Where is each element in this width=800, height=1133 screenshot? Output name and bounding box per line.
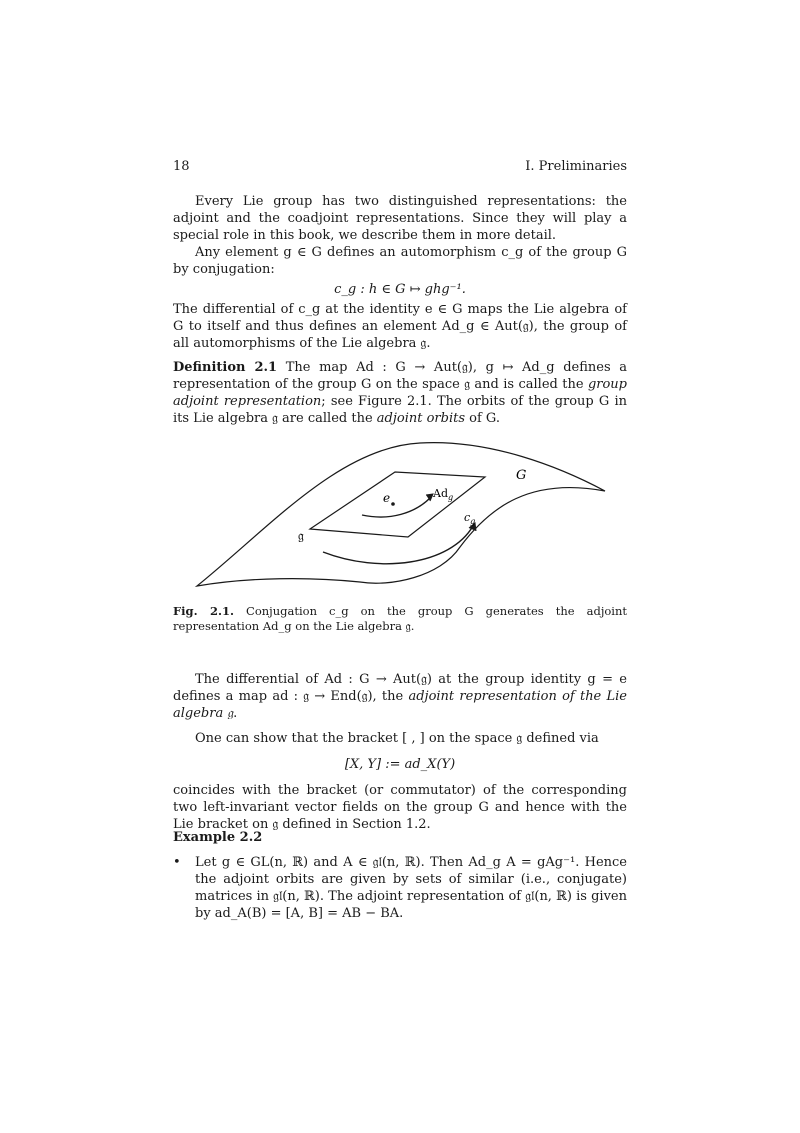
paragraph-differential-ad-b: . xyxy=(233,706,238,721)
definition-2-1 xyxy=(173,359,627,427)
running-title: I. Preliminaries xyxy=(525,159,627,174)
definition-label: Definition 2.1 xyxy=(173,360,278,375)
definition-term-adjoint-orbits: adjoint orbits xyxy=(376,411,466,426)
definition-text-c: of G. xyxy=(465,411,500,426)
paragraph-intro: Every Lie group has two distinguished representations: the adjoint and the coadjoint representations. Since they will play a special role in this book, we describe them in more detail. xyxy=(173,194,627,243)
paragraph-commutator: coincides with the bracket (or commutator) of the corresponding two left-invariant vector fields on the group G and hence with the Lie bracket on 𝔤 defined in Section 1.2. xyxy=(173,783,627,832)
identity-point xyxy=(391,502,395,506)
paragraph-conjugation: Any element g ∈ G defines an automorphism c_g of the group G by conjugation: xyxy=(173,245,627,277)
example-label: Example 2.2 xyxy=(173,830,263,845)
paragraph-differential-ad-a: The differential of Ad : G → Aut(𝔤) at the group identity g = e defines a map ad : 𝔤 → End(𝔤), the xyxy=(173,672,627,704)
equation-conjugation: c_g : h ∈ G ↦ ghg⁻¹. xyxy=(334,282,466,297)
intro-section xyxy=(173,193,627,352)
arrow-Adg xyxy=(362,498,430,517)
label-cg: $c_g$ xyxy=(464,511,476,526)
page-header xyxy=(173,158,627,175)
label-g: 𝔤 xyxy=(298,529,304,544)
definition-term-group-adjoint: group adjoint representation xyxy=(173,377,627,409)
paragraph-differential: The differential of c_g at the identity e ∈ G maps the Lie algebra of G to itself and thus defines an element Ad_g ∈ Aut(𝔤), the group of all automorphisms of the Lie algebra 𝔤. xyxy=(173,302,627,351)
paragraph-bracket: One can show that the bracket [ , ] on the space 𝔤 defined via xyxy=(195,731,599,746)
adjoint-lie-algebra-section xyxy=(173,671,627,833)
figure-caption xyxy=(173,604,627,634)
definition-text-b: ; see Figure 2.1. The orbits of the group G in its Lie algebra 𝔤 are called the xyxy=(173,394,627,426)
equation-bracket: [X, Y] := ad_X(Y) xyxy=(344,757,456,772)
definition-text-a: The map Ad : G → Aut(𝔤), g ↦ Ad_g defines a representation of the group G on the space 𝔤 and is called the xyxy=(173,360,627,392)
page-number: 18 xyxy=(173,159,190,174)
example-2-2 xyxy=(173,829,627,922)
list-item xyxy=(173,854,627,922)
example-item-text: Let g ∈ GL(n, ℝ) and A ∈ 𝔤𝔩(n, ℝ). Then Ad_g A = gAg⁻¹. Hence the adjoint orbits are given by sets of similar (i.e., conjugate) matrices in 𝔤𝔩(n, ℝ). The adjoint representation of 𝔤𝔩(n, ℝ) is given by ad_A(B) = [A, B] = AB − BA. xyxy=(195,855,627,921)
caption-label: Fig. 2.1. xyxy=(173,604,234,618)
caption-text: Conjugation c_g on the group G generates the adjoint representation Ad_g on the Lie algebra 𝔤. xyxy=(173,604,628,633)
tangent-plane-g xyxy=(310,472,485,537)
label-G: G xyxy=(516,468,527,483)
term-adjoint-rep-lie-algebra: adjoint representation of the Lie algebra 𝔤 xyxy=(173,689,627,721)
figure-conjugation-diagram xyxy=(190,437,620,597)
label-e: e xyxy=(383,491,391,505)
bullet-icon: • xyxy=(173,855,181,870)
label-Adg: $Ad_g$ xyxy=(433,487,454,502)
